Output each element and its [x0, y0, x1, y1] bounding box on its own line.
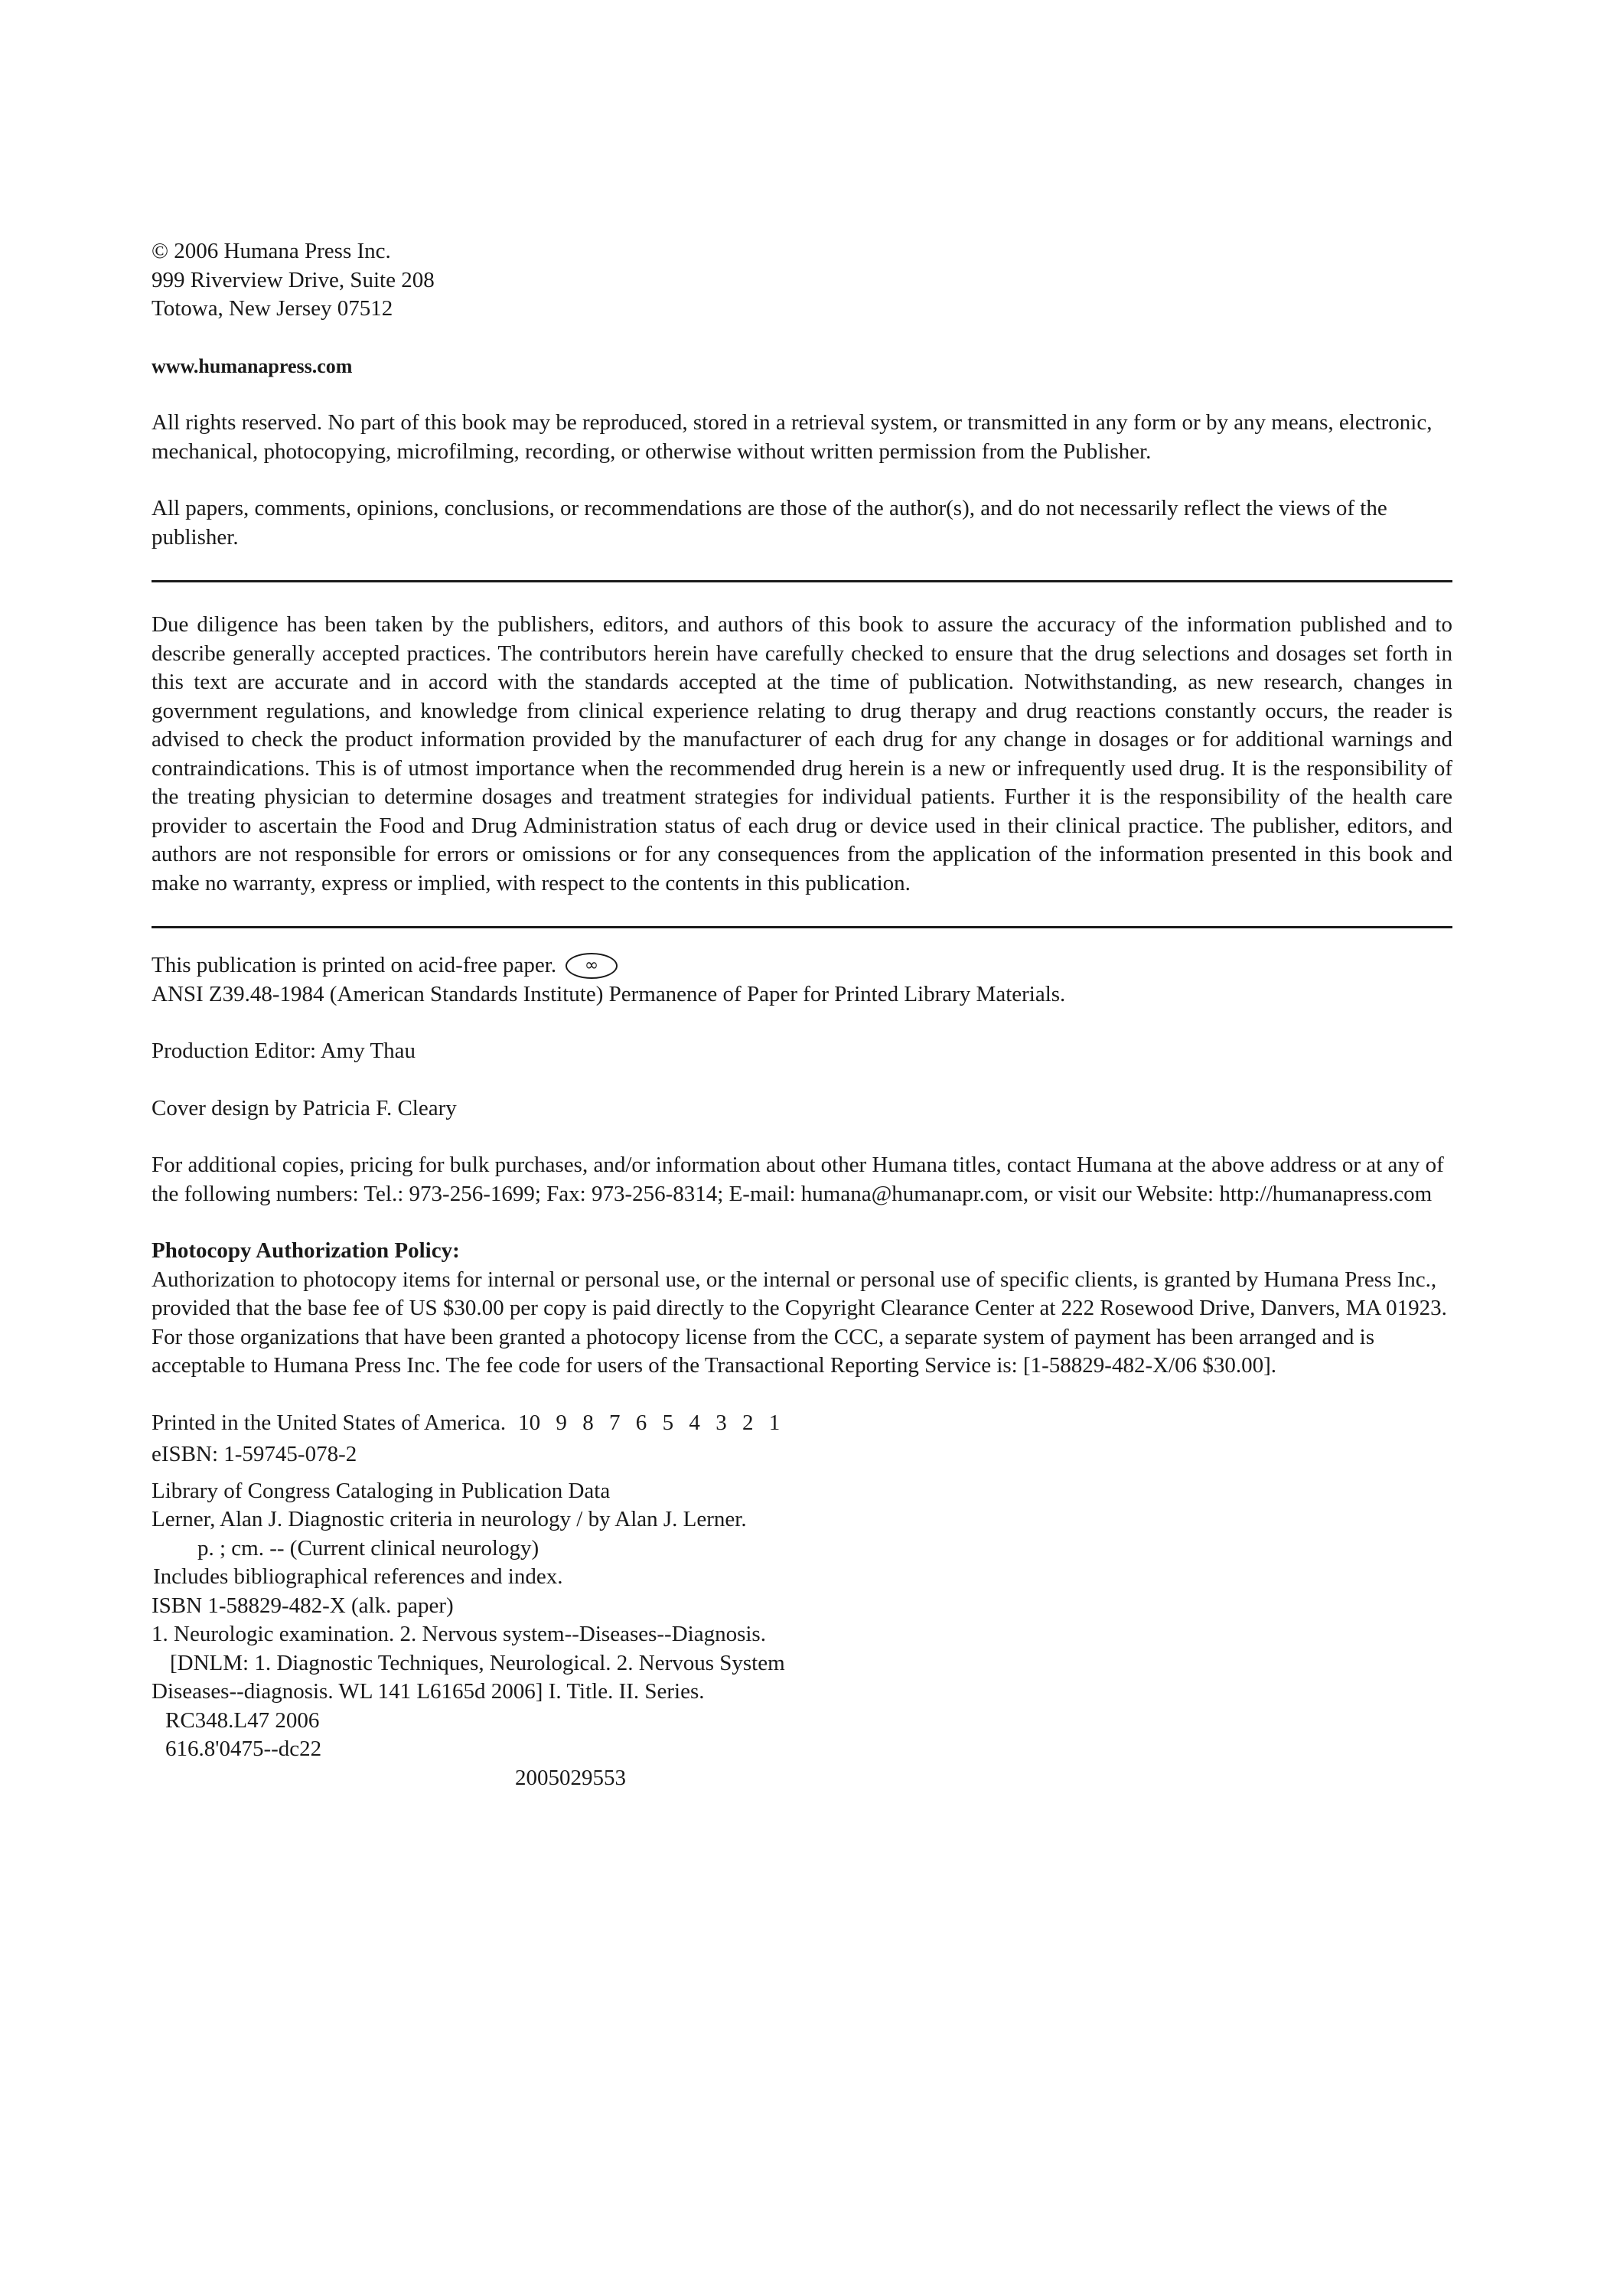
printed-in-text: Printed in the United States of America. [152, 1410, 507, 1435]
city-state-zip: Totowa, New Jersey 07512 [152, 296, 393, 321]
cip-subjects: 1. Neurologic examination. 2. Nervous system--Diseases--Diagnosis. [152, 1622, 766, 1646]
publisher-address [152, 237, 1452, 324]
cip-data [152, 1477, 1452, 1793]
cip-bibliography: Includes bibliographical references and index. [153, 1564, 563, 1589]
photocopy-body: Authorization to photocopy items for internal or personal use, or the internal or personal use of specific clients, is granted by Humana Press Inc., provided that the base fee of US $30.00 per copy is paid directly to the Copyright Clearance Center at 222 Rosewood Drive, Danvers, MA 01923. For those organizations that have been granted a photocopy license from the CCC, a separate system of payment has been arranged and is acceptable to Humana Press Inc. The fee code for users of the Transactional Reporting Service is: [1-58829-482-X/06 $30.00]. [152, 1267, 1447, 1378]
street-address: 999 Riverview Drive, Suite 208 [152, 267, 435, 292]
cip-isbn: ISBN 1-58829-482-X (alk. paper) [152, 1593, 454, 1618]
opinions-notice: All papers, comments, opinions, conclusions, or recommendations are those of the author(s), and do not necessarily reflect the views of the publisher. [152, 496, 1387, 550]
production-editor: Production Editor: Amy Thau [152, 1039, 416, 1063]
cover-design-credit: Cover design by Patricia F. Cleary [152, 1095, 457, 1120]
cip-lc-call-number: RC348.L47 2006 [165, 1707, 320, 1733]
photocopy-policy [152, 1237, 1452, 1381]
cip-author-title: Lerner, Alan J. Diagnostic criteria in neurology / by Alan J. Lerner. [152, 1507, 747, 1531]
copyright-page [152, 237, 1452, 1792]
cip-collation: p. ; cm. -- (Current clinical neurology) [197, 1535, 539, 1561]
cip-header: Library of Congress Cataloging in Publication Data [152, 1478, 611, 1503]
eisbn: eISBN: 1-59745-078-2 [152, 1442, 357, 1466]
top-divider [152, 580, 1452, 582]
cip-dewey-number: 616.8'0475--dc22 [165, 1737, 322, 1761]
ordering-info: For additional copies, pricing for bulk purchases, and/or information about other Humana titles, contact Humana at the above address or at any of the following numbers: Tel.: 973-256-1699; Fax: 973-256-8314; E-mail: humana@humanapr.com, or visit our Website: http://humanapress.com [152, 1153, 1444, 1206]
printing-info [152, 1409, 1452, 1469]
cip-dnlm-line-1: [DNLM: 1. Diagnostic Techniques, Neurological. 2. Nervous System [170, 1650, 785, 1675]
acid-free-line [152, 951, 1452, 980]
publisher-website: www.humanapress.com [152, 354, 353, 377]
infinity-paper-icon: ∞ [566, 953, 618, 979]
printed-in-line [152, 1409, 1452, 1438]
print-line-numbers: 10 9 8 7 6 5 4 3 2 1 [518, 1410, 781, 1435]
copyright-line: © 2006 Humana Press Inc. [152, 239, 391, 263]
bottom-divider [152, 926, 1452, 928]
cip-control-number: 2005029553 [515, 1765, 626, 1790]
acid-free-text: This publication is printed on acid-free paper. [152, 953, 557, 977]
due-diligence-disclaimer: Due diligence has been taken by the publishers, editors, and authors of this book to assure the accuracy of the information published and to describe generally accepted practices. The contributors herein have carefully checked to ensure that the drug selections and dosages set forth in this text are accurate and in accord with the standards accepted at the time of publication. Notwithstanding, as new research, changes in government regulations, and knowledge from clinical experience relating to drug therapy and drug reactions constantly occurs, the reader is advised to check the product information provided by the manufacturer of each drug for any change in dosages or for additional warnings and contraindications. This is of utmost importance when the recommended drug herein is a new or infrequently used drug. It is the responsibility of the treating physician to determine dosages and treatment strategies for individual patients. Further it is the responsibility of the health care provider to ascertain the Food and Drug Administration status of each drug or device used in their clinical practice. The publisher, editors, and authors are not responsible for errors or omissions or for any consequences from the application of the information presented in this book and make no warranty, express or implied, with respect to the contents in this publication. [152, 612, 1452, 895]
paper-notice [152, 951, 1452, 1009]
photocopy-heading: Photocopy Authorization Policy: [152, 1238, 460, 1263]
cip-dnlm-line-2: Diseases--diagnosis. WL 141 L6165d 2006] I. Title. II. Series. [152, 1679, 705, 1704]
rights-reserved-notice: All rights reserved. No part of this book may be reproduced, stored in a retrieval system, or transmitted in any form or by any means, electronic, mechanical, photocopying, microfilming, recording, or otherwise without written permission from the Publisher. [152, 410, 1433, 464]
ansi-standard: ANSI Z39.48-1984 (American Standards Institute) Permanence of Paper for Printed Library Materials. [152, 981, 1066, 1006]
